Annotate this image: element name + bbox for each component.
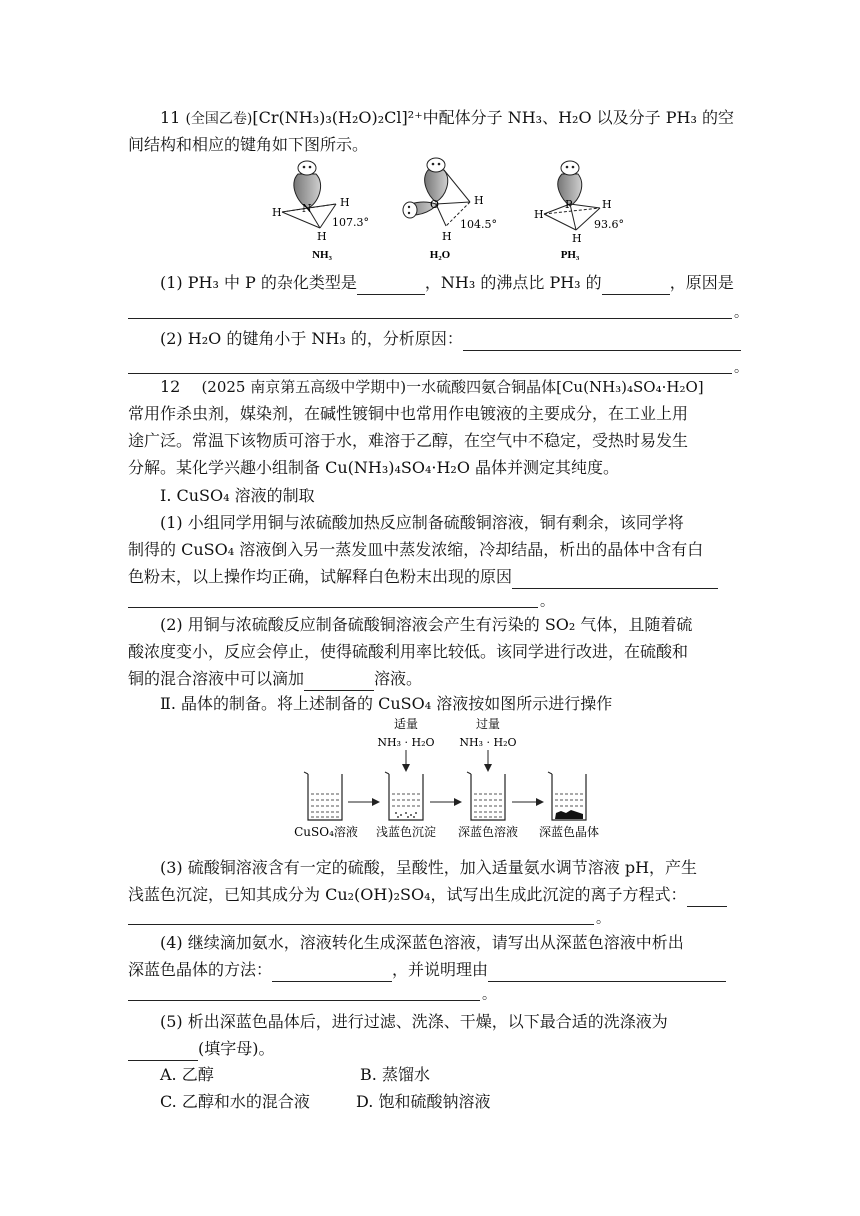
- q12-blank-white-powder[interactable]: [512, 570, 718, 589]
- q12-blank-added-solution[interactable]: [304, 672, 374, 691]
- q11-text-a: [Cr(NH₃)₃(H₂O)₂Cl]²⁺中配体分子 NH₃、H₂O 以及分子 PH₃ 的空: [252, 108, 734, 127]
- ph3-h-left: H: [534, 208, 544, 221]
- ph3-molecule: [534, 161, 624, 261]
- beaker-cuso4: [304, 772, 342, 820]
- q11-blank-boiling-point[interactable]: [602, 276, 670, 295]
- q11-p1-text-a: (1) PH₃ 中 P 的杂化类型是: [160, 273, 357, 292]
- reagent-2-amount: 过量: [475, 717, 501, 731]
- q12-p4-text-a: 深蓝色晶体的方法：: [128, 960, 273, 979]
- q12-p1-text: 色粉末，以上操作均正确，试解释白色粉末出现的原因: [128, 567, 513, 586]
- option-c-label: C.: [160, 1092, 177, 1111]
- h2o-caption: H₂O: [429, 249, 451, 261]
- q12-p2-text-b: 溶液。: [374, 669, 423, 688]
- ph3-bond-angle: 93.6°: [594, 218, 624, 231]
- q12-line-1: [160, 375, 772, 399]
- option-d[interactable]: [356, 1089, 490, 1112]
- q12-blank-ionic-equation-line[interactable]: [128, 924, 594, 925]
- option-d-label: D.: [356, 1092, 374, 1111]
- preparation-flow-diagram: [290, 716, 610, 842]
- option-b-label: B.: [360, 1065, 377, 1084]
- q12-p1-period: 。: [540, 594, 554, 610]
- h2o-bond-angle: 104.5°: [460, 218, 497, 231]
- q12-intro-3: 途广泛。常温下该物质可溶于水，难溶于乙醇，在空气中不稳定，受热时易发生: [128, 431, 689, 450]
- nh3-h-right: H: [340, 196, 350, 209]
- q12-p2-line-3: [128, 667, 740, 691]
- beaker-light-blue-precipitate: [385, 772, 423, 820]
- q12-p4-period: 。: [482, 987, 496, 1003]
- nh3-center-atom: N: [302, 202, 312, 215]
- q12-p2-line-2: 酸浓度变小，反应会停止，使得硫酸利用率比较低。该同学进行改进，在硫酸和: [128, 642, 689, 661]
- q12-p1-line-2: 制得的 CuSO₄ 溶液倒入另一蒸发皿中蒸发浓缩，冷却结晶，析出的晶体中含有白: [128, 540, 704, 559]
- nh3-bond-angle: 107.3°: [332, 216, 369, 229]
- q11-p1-period: 。: [734, 305, 748, 321]
- nh3-caption: NH₃: [312, 249, 332, 261]
- q11-blank-hybridization[interactable]: [357, 276, 425, 295]
- molecule-geometry-figure: [260, 156, 640, 264]
- q11-blank-angle-line[interactable]: [128, 373, 732, 374]
- q11-number: 11: [160, 108, 181, 127]
- h2o-h-right: H: [474, 194, 484, 207]
- q12-p4-text-b: ，并说明理由: [392, 960, 489, 979]
- q12-blank-wash-liquid[interactable]: [128, 1042, 198, 1061]
- option-b-text: 蒸馏水: [381, 1065, 430, 1084]
- ph3-h-right: H: [602, 198, 612, 211]
- ph3-caption: PH₃: [560, 249, 580, 261]
- option-c[interactable]: [160, 1089, 310, 1112]
- label-deep-blue-crystal: 深蓝色晶体: [538, 825, 600, 839]
- beaker-deep-blue-solution: [467, 772, 505, 820]
- q11-part2: [160, 327, 772, 351]
- option-b[interactable]: [360, 1062, 430, 1085]
- option-a-label: A.: [160, 1065, 177, 1084]
- q12-section-2-heading: Ⅱ. 晶体的制备。将上述制备的 CuSO₄ 溶液按如图所示进行操作: [160, 694, 613, 713]
- q11-p1-text-b: ，NH₃ 的沸点比 PH₃ 的: [424, 273, 602, 292]
- q11-source: (全国乙卷): [185, 111, 253, 127]
- q12-p3-text: 浅蓝色沉淀，已知其成分为 Cu₂(OH)₂SO₄，试写出生成此沉淀的离子方程式：: [128, 885, 687, 904]
- option-a-text: 乙醇: [181, 1065, 214, 1084]
- q12-blank-reason[interactable]: [488, 963, 726, 982]
- label-light-blue-precipitate: 浅蓝色沉淀: [375, 825, 437, 839]
- q11-blank-reason-line[interactable]: [128, 318, 732, 319]
- label-cuso4-solution: CuSO₄溶液: [294, 825, 358, 839]
- q11-part1: [160, 271, 772, 295]
- q12-blank-white-powder-line[interactable]: [128, 607, 538, 608]
- ph3-h-bottom: H: [572, 232, 582, 245]
- q12-p5-text: (填字母)。: [198, 1039, 275, 1058]
- q11-p1-text-c: ，原因是: [669, 273, 734, 292]
- q12-p3-period: 。: [596, 911, 610, 927]
- q11-line-2: 间结构和相应的键角如下图所示。: [128, 135, 369, 154]
- reagent-1-name: NH₃ · H₂O: [377, 736, 435, 749]
- q12-p1-line-3: [128, 565, 740, 589]
- nh3-molecule: [272, 161, 369, 261]
- q11-line-1: [160, 106, 772, 131]
- q12-blank-ionic-equation[interactable]: [687, 888, 727, 907]
- q12-p4-line-2: [128, 958, 740, 982]
- label-deep-blue-solution: 深蓝色溶液: [457, 825, 519, 839]
- q12-intro-4: 分解。某化学兴趣小组制备 Cu(NH₃)₄SO₄·H₂O 晶体并测定其纯度。: [128, 458, 620, 477]
- option-c-text: 乙醇和水的混合液: [181, 1092, 310, 1111]
- h2o-center-atom: O: [430, 198, 440, 211]
- q12-intro-2: 常用作杀虫剂，媒染剂，在碱性镀铜中也常用作电镀液的主要成分，在工业上用: [128, 404, 689, 423]
- q12-p5-line-1: (5) 析出深蓝色晶体后，进行过滤、洗涤、干燥，以下最合适的洗涤液为: [160, 1012, 668, 1031]
- h2o-h-bottom: H: [442, 230, 452, 243]
- q12-p1-line-1: (1) 小组同学用铜与浓硫酸加热反应制备硫酸铜溶液，铜有剩余，该同学将: [160, 513, 684, 532]
- option-a[interactable]: [160, 1062, 214, 1085]
- q12-blank-reason-line[interactable]: [128, 1000, 480, 1001]
- nh3-h-bottom: H: [317, 230, 327, 243]
- q11-p2-text: (2) H₂O 的键角小于 NH₃ 的，分析原因：: [160, 329, 463, 348]
- q12-intro-1: (2025 南京第五高级中学期中)一水硫酸四氨合铜晶体[Cu(NH₃)₄SO₄·H₂O]: [201, 378, 704, 396]
- q12-number: 12: [160, 377, 181, 396]
- beaker-deep-blue-crystal: [548, 772, 586, 820]
- q12-section-1-heading: Ⅰ. CuSO₄ 溶液的制取: [160, 486, 315, 505]
- nh3-h-left: H: [272, 206, 282, 219]
- option-d-text: 饱和硫酸钠溶液: [378, 1092, 491, 1111]
- q11-p2-period: 。: [734, 360, 748, 376]
- h2o-molecule: [403, 158, 497, 261]
- q12-p2-text-a: 铜的混合溶液中可以滴加: [128, 669, 305, 688]
- q12-p2-line-1: (2) 用铜与浓硫酸反应制备硫酸铜溶液会产生有污染的 SO₂ 气体，且随着硫: [160, 615, 693, 634]
- q12-p5-line-2: [128, 1037, 740, 1061]
- q11-blank-angle-reason[interactable]: [463, 332, 741, 351]
- q12-p3-line-2: [128, 883, 740, 907]
- ph3-center-atom: P: [565, 198, 573, 211]
- q12-p4-line-1: (4) 继续滴加氨水，溶液转化生成深蓝色溶液，请写出从深蓝色溶液中析出: [160, 933, 684, 952]
- reagent-2-name: NH₃ · H₂O: [459, 736, 517, 749]
- q12-blank-crystallize-method[interactable]: [272, 963, 392, 982]
- reagent-1-amount: 适量: [393, 717, 419, 731]
- q12-p3-line-1: (3) 硫酸铜溶液含有一定的硫酸，呈酸性，加入适量氨水调节溶液 pH，产生: [160, 858, 698, 877]
